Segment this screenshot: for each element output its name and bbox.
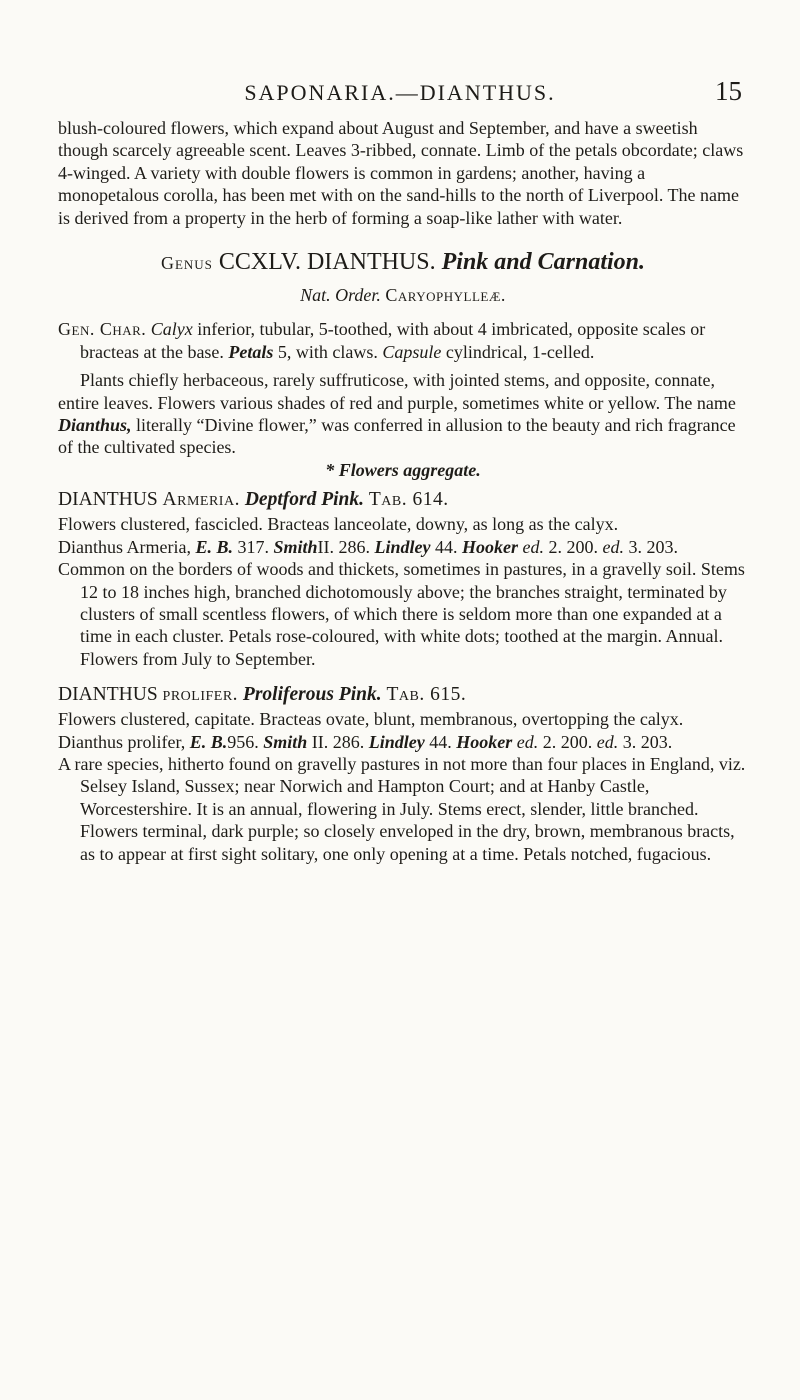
species-entry xyxy=(58,487,748,670)
natural-order-label: Nat. Order. xyxy=(300,285,381,306)
ref-english-botany-num: 317. xyxy=(237,536,269,557)
ref-lindley: Lindley xyxy=(374,536,431,557)
ref-english-botany: E. B. xyxy=(195,536,233,557)
natural-order-value: Caryophylleæ. xyxy=(385,285,506,306)
ref-edition-num: 2. 200. xyxy=(548,536,599,557)
gen-char-label: Gen. Char. xyxy=(58,319,147,340)
species-habitat: A rare species, hitherto found on gravelly pastures in not more than four places in England, viz. Selsey Island, Sussex; near Norwich and Hampton Court; and at Hanby Castle, Worcestershire. It is an annual, flowering in July. Stems erect, slender, little branched. Flowers terminal, dark purple; so closely enveloped in the dry, brown, membranous bracts, as to appear at first sight solitary, one only opening at a time. Petals notched, fugacious. xyxy=(58,753,746,864)
genus-common-name: Pink and Carnation. xyxy=(441,249,646,276)
ref-edition-num: 3. 203. xyxy=(628,536,679,557)
species-plate: Tab. 615. xyxy=(386,684,467,706)
ref-lindley-num: 44. xyxy=(429,731,452,752)
ref-english-botany: E. B. xyxy=(189,731,228,752)
genus-description xyxy=(58,369,748,459)
description-part-1: Plants chiefly herbaceous, rarely suffruticose, with jointed stems, and opposite, connate, entire leaves. Flowers various shades of red and purple, sometimes white or yellow. The name xyxy=(58,370,736,413)
ref-name: Dianthus prolifer, xyxy=(58,731,186,752)
ref-edition: ed. xyxy=(516,731,539,752)
species-heading xyxy=(58,682,748,708)
ref-smith-num: II. 286. xyxy=(317,536,371,557)
species-references xyxy=(58,536,748,558)
genus-number: CCXLV. xyxy=(218,249,301,276)
description-part-2: literally “Divine flower,” was conferred in allusion to the beauty and rich fragrance of the cultivated species. xyxy=(58,415,736,458)
ref-edition-num: 3. 203. xyxy=(622,731,673,752)
species-habitat: Common on the borders of woods and thickets, sometimes in pastures, in a gravelly soil. Stems 12 to 18 inches high, branched dichotomously above; the branches straight, terminated by clusters of small scentless flowers, of which there is seldom more than one expanded at a time in each cluster. Petals rose-coloured, with white dots; toothed at the margin. Annual. Flowers from July to September. xyxy=(58,559,745,669)
running-head xyxy=(58,74,742,114)
ref-hooker: Hooker xyxy=(456,731,513,752)
genus-heading xyxy=(58,247,748,278)
ref-smith: Smith xyxy=(263,731,308,752)
ref-english-botany-num: 956. xyxy=(227,731,259,752)
section-heading: * Flowers aggregate. xyxy=(325,459,481,480)
ref-edition-num: 2. 200. xyxy=(542,731,593,752)
ref-edition: ed. xyxy=(602,536,625,557)
calyx-term: Calyx xyxy=(150,319,193,340)
species-heading xyxy=(58,487,748,513)
ref-lindley-num: 44. xyxy=(435,536,458,557)
calyx-text: inferior, tubular, 5-toothed, with about 4 imbricated, opposite scales or bracteas at the base. xyxy=(80,319,706,362)
ref-smith-num: II. 286. xyxy=(311,731,365,752)
species-epithet: Armeria. xyxy=(162,489,240,511)
species-plate: Tab. 614. xyxy=(368,489,449,511)
petals-text: 5, with claws. xyxy=(277,341,378,362)
species-epithet: prolifer. xyxy=(162,684,239,706)
species-references xyxy=(58,731,748,753)
intro-paragraph: blush-coloured flowers, which expand about August and September, and have a sweetish though scarcely agreeable scent. Leaves 3-ribbed, connate. Limb of the petals obcordate; claws 4-winged. A variety with double flowers is common in gardens; another, having a monopetalous corolla, has been met with on the sand-hills to the north of Liverpool. The name is derived from a property in the herb of forming a soap-like lather with water. xyxy=(58,118,744,228)
genus-label: Genus xyxy=(160,253,213,274)
ref-hooker: Hooker xyxy=(462,536,519,557)
page-number: 15 xyxy=(715,76,742,106)
ref-edition: ed. xyxy=(596,731,619,752)
species-genus: DIANTHUS xyxy=(58,684,158,706)
species-common-name: Deptford Pink. xyxy=(244,489,364,511)
generic-character xyxy=(58,318,748,363)
running-title: SAPONARIA.—DIANTHUS. xyxy=(244,80,556,105)
page-body xyxy=(58,117,748,865)
natural-order xyxy=(58,284,748,306)
species-diagnosis: Flowers clustered, capitate. Bracteas ovate, blunt, membranous, overtopping the calyx. xyxy=(58,709,684,730)
species-genus: DIANTHUS xyxy=(58,489,158,511)
genus-name: DIANTHUS. xyxy=(306,249,436,276)
ref-name: Dianthus Armeria, xyxy=(58,536,191,557)
ref-smith: Smith xyxy=(273,536,318,557)
capsule-term: Capsule xyxy=(382,341,442,362)
petals-term: Petals xyxy=(228,341,274,362)
species-common-name: Proliferous Pink. xyxy=(242,684,382,706)
ref-lindley: Lindley xyxy=(368,731,425,752)
species-entry xyxy=(58,682,748,865)
species-diagnosis: Flowers clustered, fascicled. Bracteas lanceolate, downy, as long as the calyx. xyxy=(58,514,619,535)
dianthus-term: Dianthus, xyxy=(58,415,132,436)
capsule-text: cylindrical, 1-celled. xyxy=(445,341,595,362)
ref-edition: ed. xyxy=(522,536,545,557)
